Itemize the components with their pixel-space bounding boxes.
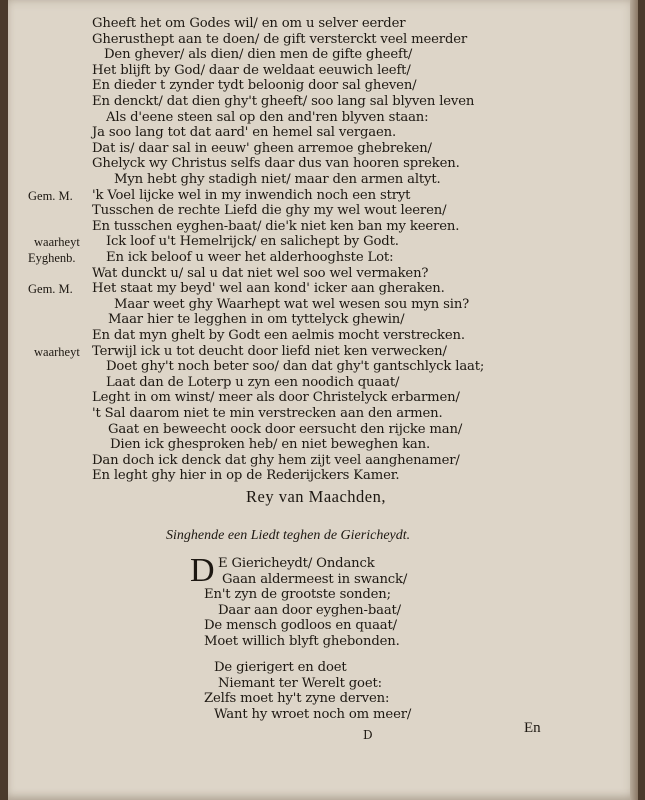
song-line: Want hy wroet noch om meer/: [214, 706, 412, 722]
text-line: Dien ick ghesproken heb/ en niet beweghen kan.: [110, 437, 431, 453]
text-line: En dat myn ghelt by Godt een aelmis mocht verstrecken.: [92, 328, 465, 343]
song-line: Daar aan door eyghen-baat/: [218, 602, 401, 618]
text-line: Wat dunckt u/ sal u dat niet wel soo wel vermaken?: [92, 265, 429, 281]
song-line: En't zyn de grootste sonden;: [204, 587, 391, 603]
text-line: 't Sal daarom niet te min verstrecken aan den armen.: [92, 406, 443, 421]
song-line: De gierigert en doet: [214, 660, 347, 675]
text-line: En denckt/ dat dien ghy't gheeft/ soo lang sal blyven leven: [92, 94, 475, 109]
text-line: Dat is/ daar sal in eeuw' gheen arremoe ghebreken/: [92, 140, 432, 156]
text-line: En tusschen eyghen-baat/ die'k niet ken ban my keeren.: [92, 218, 460, 234]
text-line: Gherusthept aan te doen/ de gift versterckt veel meerder: [92, 31, 468, 47]
text-line: En dieder t zynder tydt beloonig door sal gheven/: [92, 78, 417, 94]
text-line: Dan doch ick denck dat ghy hem zijt veel aanghenamer/: [92, 452, 460, 468]
song-line: De mensch godloos en quaat/: [204, 618, 397, 634]
margin-note: waarheyt: [34, 235, 80, 250]
text-line: Maar hier te legghen in om tyttelyck ghewin/: [108, 312, 405, 328]
text-line: Laat dan de Loterp u zyn een noodich quaat/: [106, 374, 400, 390]
text-line: Leght in om winst/ meer als door Christelyck erbarmen/: [92, 390, 460, 406]
margin-note: Gem. M.: [28, 282, 73, 297]
text-line: Gheeft het om Godes wil/ en om u selver eerder: [92, 16, 406, 31]
text-line: Als d'eene steen sal op den and'ren blyven staan:: [106, 109, 429, 125]
text-line: Doet ghy't noch beter soo/ dan dat ghy't gantschlyck laat;: [106, 359, 485, 375]
text-line: Het blijft by God/ daar de weldaat eeuwich leeft/: [92, 62, 411, 78]
text-line: Ick loof u't Hemelrijck/ en salichept by Godt.: [106, 234, 399, 250]
text-line: Het staat my beyd' wel aan kond' icker aan gheraken.: [92, 281, 445, 297]
margin-note: waarheyt: [34, 344, 80, 359]
drop-cap: D: [190, 552, 215, 589]
text-line: En ick beloof u weer het alderhooghste Lot:: [106, 250, 394, 265]
signature-mark: D: [363, 728, 373, 742]
text-line: Den ghever/ als dien/ dien men de gifte gheeft/: [104, 47, 413, 63]
text-line: Ja soo lang tot dat aard' en hemel sal vergaen.: [92, 125, 397, 141]
page-edge: [630, 0, 638, 800]
margin-note: Gem. M.: [28, 188, 73, 203]
section-subtitle: Singhende een Liedt teghen de Giericheydt.: [166, 528, 411, 543]
song-line: Zelfs moet hy't zyne derven:: [204, 691, 390, 707]
song-line: Niemant ter Werelt goet:: [218, 675, 382, 691]
text-line: Tusschen de rechte Liefd die ghy my wel wout leeren/: [92, 203, 447, 219]
song-line: E Giericheydt/ Ondanck: [218, 556, 375, 571]
text-line: Gaat en beweecht oock door eersucht den rijcke man/: [108, 421, 463, 437]
song-line: Gaan aldermeest in swanck/: [222, 571, 408, 587]
song-line: Moet willich blyft ghebonden.: [204, 634, 400, 649]
section-title: Rey van Maachden,: [246, 487, 386, 506]
book-page: [8, 0, 638, 800]
text-line: 'k Voel lijcke wel in my inwendich noch een stryt: [92, 187, 411, 203]
text-line: Terwijl ick u tot deucht door liefd niet ken verwecken/: [92, 343, 447, 359]
text-line: Myn hebt ghy stadigh niet/ maar den armen altyt.: [114, 172, 441, 187]
text-line: Ghelyck wy Christus selfs daar dus van hooren spreken.: [92, 156, 460, 172]
margin-note: Eyghenb.: [28, 251, 76, 265]
catchword: En: [524, 720, 541, 736]
text-line: Maar weet ghy Waarhept wat wel wesen sou myn sin?: [114, 296, 470, 312]
text-line: En leght ghy hier in op de Rederijckers Kamer.: [92, 468, 400, 484]
